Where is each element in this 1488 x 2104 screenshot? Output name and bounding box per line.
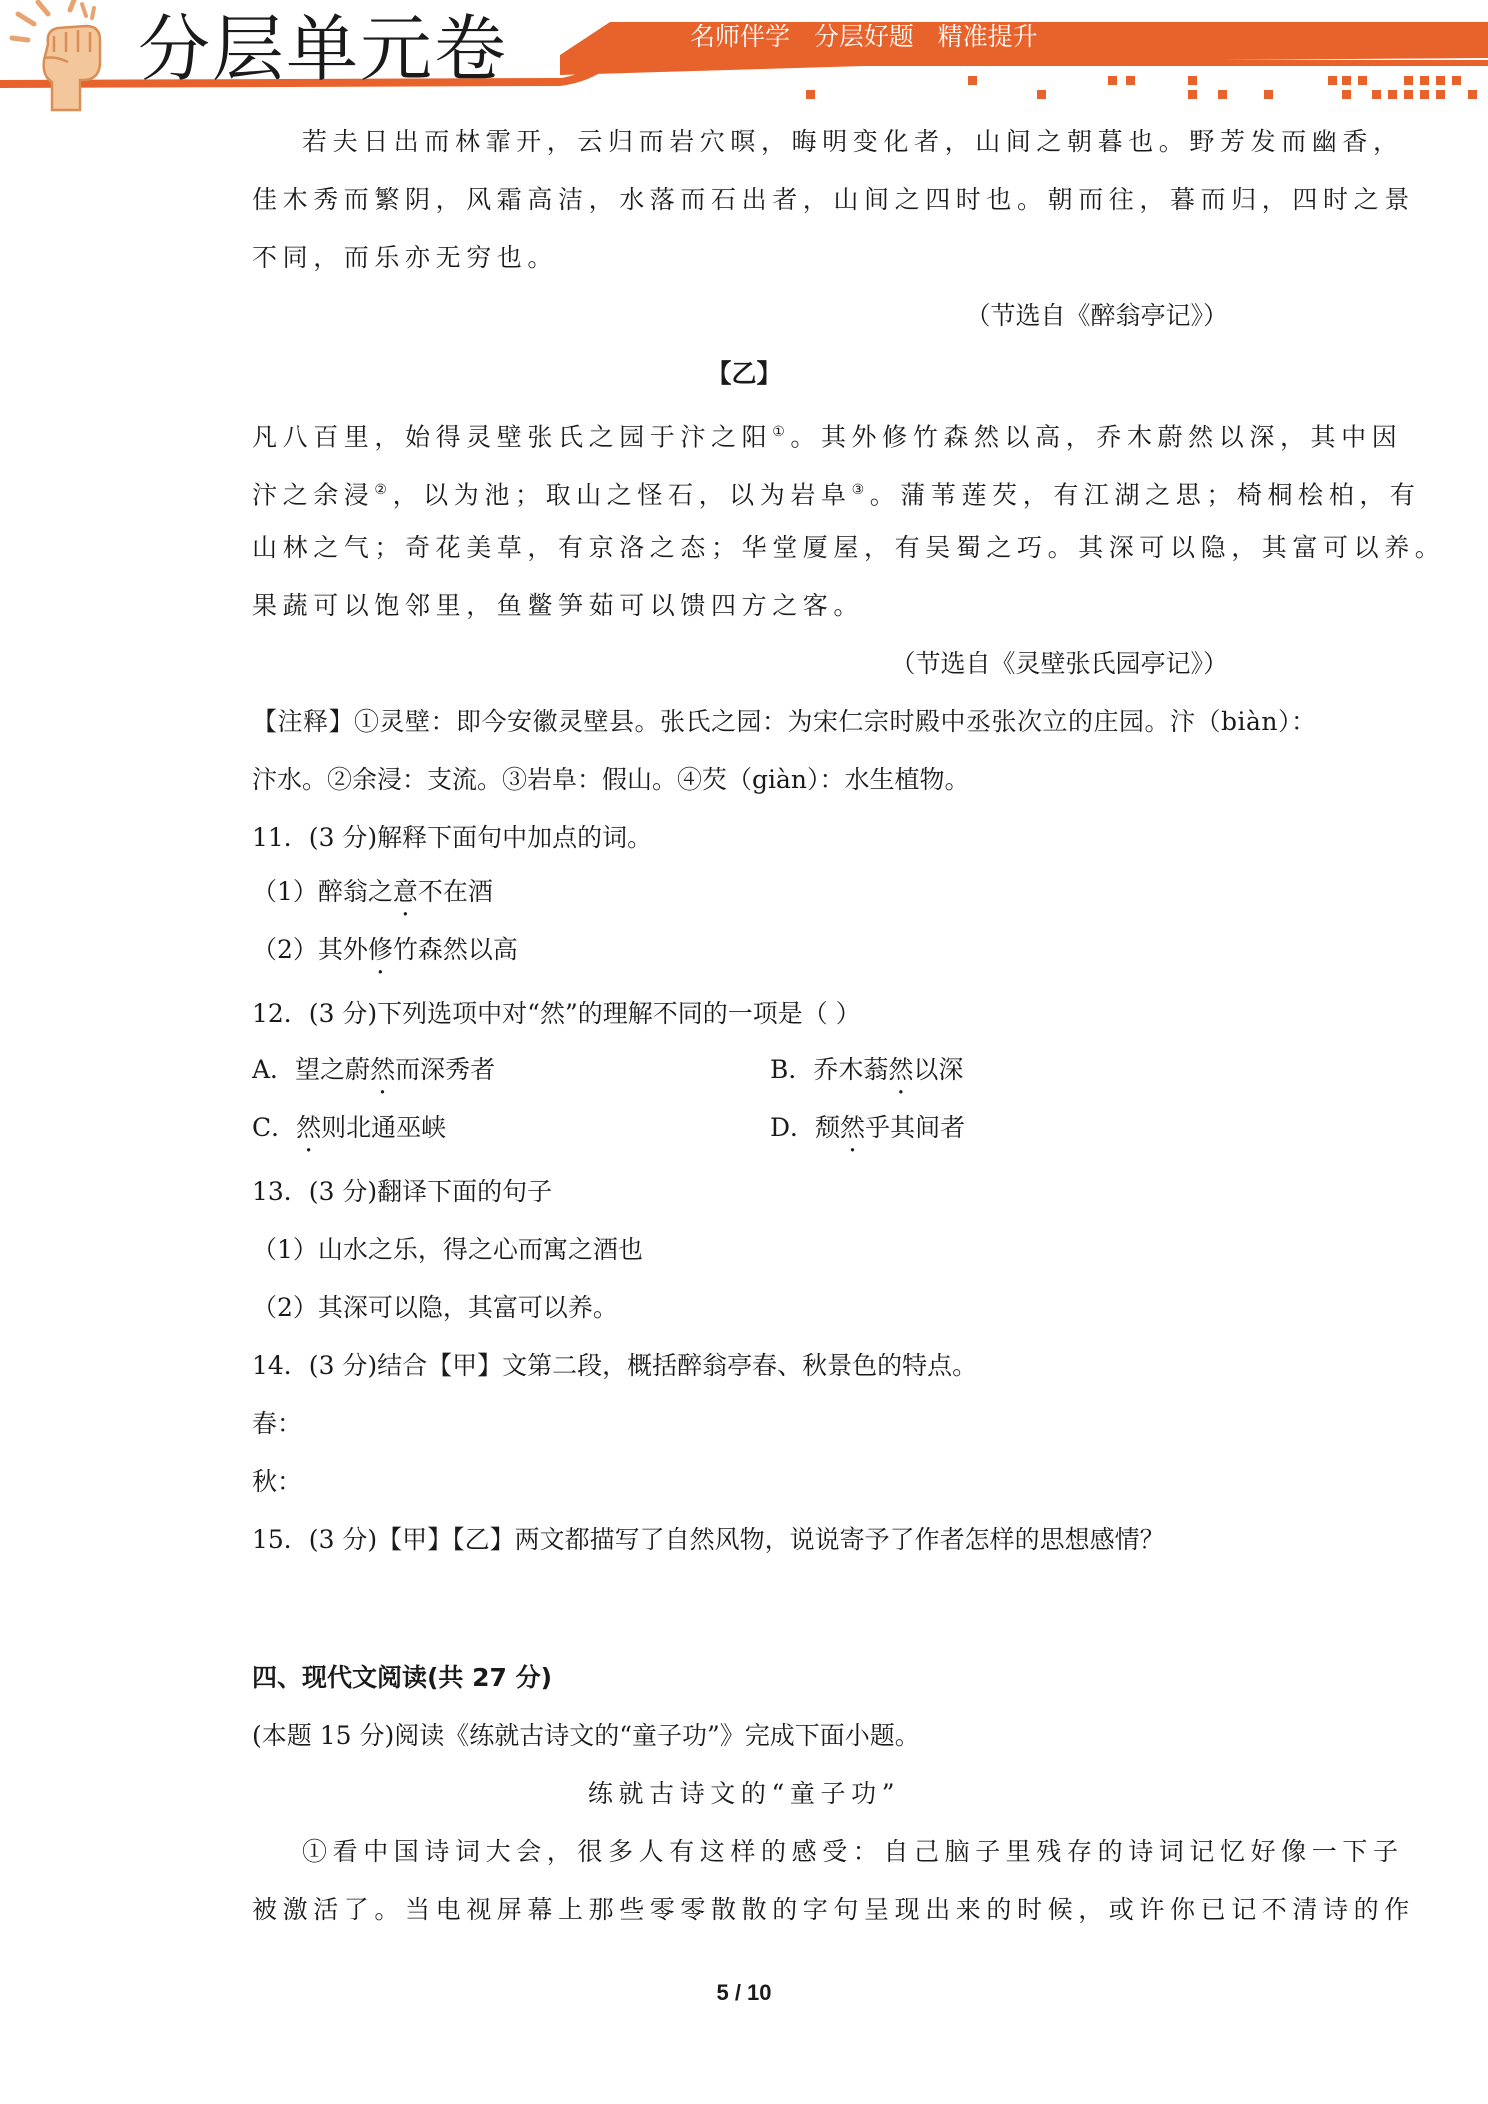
jia-paragraph-line-2: 佳木秀而繁阴，风霜高洁，水落而石出者，山间之四时也。朝而往，暮而归，四时之景 [252, 185, 1415, 214]
dotted-word: 然 [888, 1055, 914, 1084]
footnote-marker: ② [374, 482, 393, 498]
question-11: 11．(3 分)解释下面句中加点的词。 [252, 823, 653, 852]
question-12: 12．(3 分)下列选项中对“然”的理解不同的一项是（ ） [252, 999, 861, 1028]
question-12-option-a [252, 1052, 495, 1088]
q-text: 则北通巫峡 [321, 1113, 447, 1142]
q-text: A．望之蔚 [252, 1055, 371, 1084]
fist-logo-icon [8, 0, 118, 112]
brand-title: 分层单元卷 [138, 7, 509, 91]
q-text: 竹森然以高 [392, 935, 518, 964]
page-header [0, 0, 1488, 115]
question-14-autumn: 秋： [252, 1467, 303, 1496]
question-12-option-b [770, 1052, 963, 1088]
question-14-spring: 春： [252, 1409, 303, 1438]
q-text: B．乔木蓊 [770, 1055, 889, 1084]
question-11-item-1 [252, 874, 493, 910]
q-text: D．颓 [770, 1113, 841, 1142]
q-text: 不在酒 [417, 877, 493, 906]
q-text: C． [252, 1113, 297, 1142]
q-text: 而深秀者 [395, 1055, 496, 1084]
dotted-word: 然 [296, 1113, 322, 1142]
page-number: 5 / 10 [716, 1980, 772, 2005]
question-12-option-c [252, 1110, 446, 1146]
dotted-word: 修 [367, 935, 393, 964]
annotation-line-1: 【注释】①灵壁：即今安徽灵壁县。张氏之园：为宋仁宗时殿中丞张次立的庄园。汴（biàn）： [252, 707, 1317, 736]
yi-title: 【乙】 [706, 359, 782, 388]
jia-paragraph-line-1: 若夫日出而林霏开，云归而岩穴暝，晦明变化者，山间之朝暮也。野芳发而幽香， [302, 127, 1404, 156]
question-14: 14．(3 分)结合【甲】文第二段，概括醉翁亭春、秋景色的特点。 [252, 1351, 978, 1380]
yi-text: 汴之余浸 [252, 480, 375, 510]
yi-paragraph-line-4: 果蔬可以饱邻里，鱼鳖笋茹可以馈四方之客。 [252, 591, 865, 620]
question-13: 13．(3 分)翻译下面的句子 [252, 1177, 553, 1206]
section-4-intro: (本题 15 分)阅读《练就古诗文的“童子功”》完成下面小题。 [252, 1721, 920, 1750]
yi-paragraph-line-2 [252, 472, 1421, 513]
question-11-item-2 [252, 932, 518, 968]
article-paragraph-line-1: ①看中国诗词大会，很多人有这样的感受：自己脑子里残存的诗词记忆好像一下子 [302, 1837, 1404, 1866]
dotted-word: 意 [392, 877, 418, 906]
yi-paragraph-line-1 [252, 414, 1402, 455]
jia-source: （节选自《醉翁亭记》） [965, 301, 1228, 330]
yi-text: 。蒲苇莲芡，有江湖之思；椅桐桧柏，有 [869, 480, 1421, 510]
question-12-option-d [770, 1110, 965, 1146]
dotted-word: 然 [370, 1055, 396, 1084]
section-4-heading: 四、现代文阅读(共 27 分) [252, 1663, 553, 1692]
question-13-item-1: （1）山水之乐，得之心而寓之酒也 [252, 1235, 643, 1264]
annotation-line-2: 汴水。②余浸：支流。③岩阜：假山。④芡（giàn）：水生植物。 [252, 765, 970, 794]
yi-text: 。其外修竹森然以高，乔木蔚然以深，其中因 [790, 422, 1403, 452]
footnote-marker: ③ [851, 482, 870, 498]
article-paragraph-line-2: 被激活了。当电视屏幕上那些零零散散的字句呈现出来的时候，或许你已记不清诗的作 [252, 1895, 1415, 1924]
question-15: 15．(3 分)【甲】【乙】两文都描写了自然风物，说说寄予了作者怎样的思想感情？ [252, 1525, 1165, 1554]
yi-paragraph-line-3: 山林之气；奇花美草，有京洛之态；华堂厦屋，有吴蜀之巧。其深可以隐，其富可以养。 [252, 533, 1446, 562]
question-13-item-2: （2）其深可以隐，其富可以养。 [252, 1293, 618, 1322]
article-title: 练就古诗文的“童子功” [587, 1779, 901, 1808]
dotted-word: 然 [840, 1113, 866, 1142]
jia-paragraph-line-3: 不同，而乐亦无穷也。 [252, 243, 559, 272]
q-text: （1）醉翁之 [252, 877, 393, 906]
q-text: 以深 [913, 1055, 964, 1084]
yi-source: （节选自《灵壁张氏园亭记》） [890, 649, 1228, 678]
yi-text: ，以为池；取山之怪石，以为岩阜 [392, 480, 852, 510]
header-tagline: 名师伴学 分层好题 精准提升 [690, 22, 1038, 51]
q-text: 乎其间者 [865, 1113, 966, 1142]
footnote-marker: ① [772, 424, 791, 440]
yi-text: 凡八百里，始得灵壁张氏之园于汴之阳 [252, 422, 773, 452]
q-text: （2）其外 [252, 935, 368, 964]
